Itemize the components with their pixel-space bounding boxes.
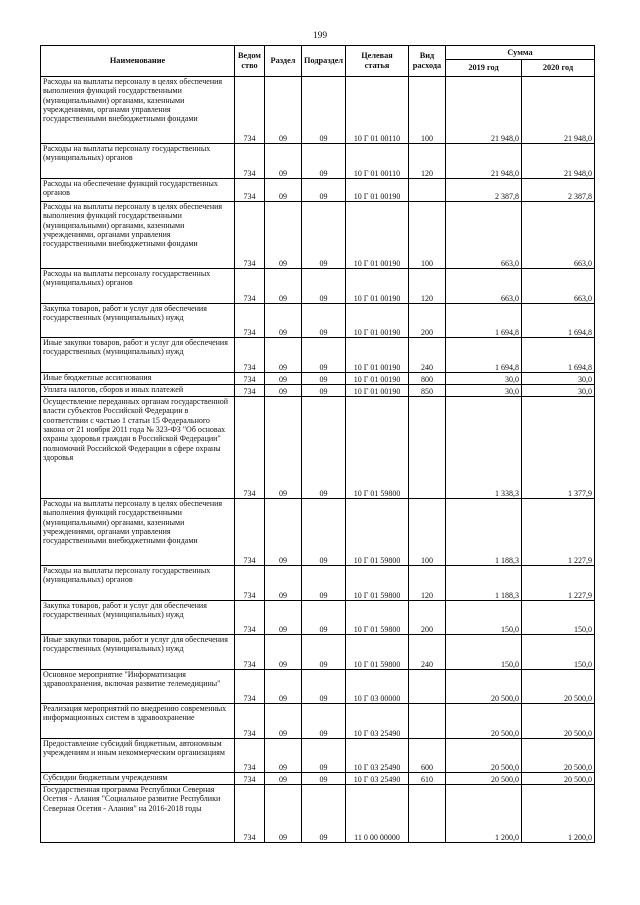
row-vid: 100 [409, 499, 446, 566]
row-name: Предоставление субсидий бюджетным, автономным учреждениям и иным некоммерческим организациям [41, 739, 235, 773]
row-vid: 100 [409, 202, 446, 269]
row-razdel: 09 [265, 635, 302, 670]
row-target-article: 10 Г 03 25490 [346, 773, 409, 785]
row-sum-2020: 150,0 [522, 601, 595, 635]
row-vedomstvo: 734 [235, 785, 265, 843]
row-sum-2019: 663,0 [446, 269, 522, 304]
row-razdel: 09 [265, 179, 302, 202]
table-row [41, 397, 595, 499]
row-podrazdel: 09 [302, 304, 346, 338]
table-row [41, 670, 595, 704]
row-vedomstvo: 734 [235, 77, 265, 144]
row-target-article: 10 Г 01 59800 [346, 566, 409, 601]
row-vedomstvo: 734 [235, 179, 265, 202]
row-target-article: 10 Г 01 00190 [346, 202, 409, 269]
row-sum-2019: 30,0 [446, 373, 522, 385]
row-name: Осуществление переданных органам государственной власти субъектов Российской Федерации в соответствии с частью 1 статьи 15 Федерального закона от 21 ноября 2011 года № 323-ФЗ "Об основах охраны здоровья граждан в Российской Федерации" полномочий Российской Федерации в сфере охраны здоровья [41, 397, 235, 499]
row-sum-2020: 30,0 [522, 385, 595, 397]
row-razdel: 09 [265, 785, 302, 843]
row-sum-2019: 150,0 [446, 635, 522, 670]
row-podrazdel: 09 [302, 785, 346, 843]
row-razdel: 09 [265, 566, 302, 601]
row-sum-2019: 20 500,0 [446, 704, 522, 739]
row-podrazdel: 09 [302, 773, 346, 785]
row-vedomstvo: 734 [235, 704, 265, 739]
row-podrazdel: 09 [302, 179, 346, 202]
row-vedomstvo: 734 [235, 635, 265, 670]
row-target-article: 10 Г 01 00190 [346, 385, 409, 397]
row-razdel: 09 [265, 144, 302, 179]
row-name: Расходы на выплаты персоналу государственных (муниципальных) органов [41, 566, 235, 601]
row-vedomstvo: 734 [235, 202, 265, 269]
row-vid: 600 [409, 739, 446, 773]
row-sum-2019: 20 500,0 [446, 670, 522, 704]
header-year-2019: 2019 год [446, 60, 522, 77]
row-name: Расходы на выплаты персоналу государственных (муниципальных) органов [41, 269, 235, 304]
row-podrazdel: 09 [302, 144, 346, 179]
row-razdel: 09 [265, 304, 302, 338]
row-sum-2020: 1 227,9 [522, 499, 595, 566]
row-target-article: 11 0 00 00000 [346, 785, 409, 843]
row-sum-2019: 21 948,0 [446, 144, 522, 179]
row-sum-2019: 1 694,8 [446, 304, 522, 338]
row-sum-2020: 20 500,0 [522, 670, 595, 704]
row-podrazdel: 09 [302, 397, 346, 499]
row-vedomstvo: 734 [235, 601, 265, 635]
row-podrazdel: 09 [302, 77, 346, 144]
table-row [41, 269, 595, 304]
table-row [41, 635, 595, 670]
row-vid [409, 785, 446, 843]
row-vid [409, 670, 446, 704]
table-row [41, 338, 595, 373]
row-sum-2019: 21 948,0 [446, 77, 522, 144]
row-vid: 120 [409, 144, 446, 179]
row-podrazdel: 09 [302, 739, 346, 773]
header-vedomstvo: Ведом ство [235, 46, 265, 77]
row-sum-2019: 1 338,3 [446, 397, 522, 499]
row-name: Основное мероприятие "Информатизация здравоохранения, включая развитие телемедицины" [41, 670, 235, 704]
header-target: Целевая статья [346, 46, 409, 77]
row-sum-2020: 21 948,0 [522, 144, 595, 179]
table-row [41, 144, 595, 179]
row-razdel: 09 [265, 202, 302, 269]
row-razdel: 09 [265, 773, 302, 785]
row-vid: 120 [409, 269, 446, 304]
table-row [41, 601, 595, 635]
row-target-article: 10 Г 01 00110 [346, 77, 409, 144]
row-sum-2019: 1 694,8 [446, 338, 522, 373]
row-name: Иные бюджетные ассигнования [41, 373, 235, 385]
row-razdel: 09 [265, 373, 302, 385]
row-vid: 200 [409, 601, 446, 635]
row-name: Расходы на обеспечение функций государственных органов [41, 179, 235, 202]
row-sum-2020: 663,0 [522, 202, 595, 269]
row-sum-2020: 663,0 [522, 269, 595, 304]
header-year-2020: 2020 год [522, 60, 595, 77]
row-sum-2019: 150,0 [446, 601, 522, 635]
row-razdel: 09 [265, 670, 302, 704]
row-target-article: 10 Г 03 25490 [346, 739, 409, 773]
row-podrazdel: 09 [302, 202, 346, 269]
row-vedomstvo: 734 [235, 566, 265, 601]
row-sum-2020: 1 694,8 [522, 304, 595, 338]
row-vid [409, 397, 446, 499]
row-podrazdel: 09 [302, 704, 346, 739]
row-podrazdel: 09 [302, 635, 346, 670]
row-target-article: 10 Г 01 00190 [346, 373, 409, 385]
page-number: 199 [312, 31, 328, 41]
row-razdel: 09 [265, 77, 302, 144]
row-vid [409, 704, 446, 739]
row-vid: 240 [409, 635, 446, 670]
row-podrazdel: 09 [302, 566, 346, 601]
table-row [41, 202, 595, 269]
table-row [41, 304, 595, 338]
row-vedomstvo: 734 [235, 338, 265, 373]
row-sum-2019: 1 188,3 [446, 566, 522, 601]
row-sum-2020: 1 200,0 [522, 785, 595, 843]
row-vedomstvo: 734 [235, 304, 265, 338]
row-sum-2020: 1 377,9 [522, 397, 595, 499]
table-row [41, 77, 595, 144]
row-sum-2020: 20 500,0 [522, 704, 595, 739]
row-vedomstvo: 734 [235, 269, 265, 304]
table-row [41, 179, 595, 202]
row-vedomstvo: 734 [235, 773, 265, 785]
row-name: Расходы на выплаты персоналу государственных (муниципальных) органов [41, 144, 235, 179]
row-target-article: 10 Г 01 00190 [346, 179, 409, 202]
table-row [41, 566, 595, 601]
row-target-article: 10 Г 03 00000 [346, 670, 409, 704]
row-name: Закупка товаров, работ и услуг для обеспечения государственных (муниципальных) нужд [41, 601, 235, 635]
row-podrazdel: 09 [302, 670, 346, 704]
row-vid [409, 179, 446, 202]
header-name: Наименование [41, 46, 235, 77]
row-name: Расходы на выплаты персоналу в целях обеспечения выполнения функций государственными (муниципальными) органами, казенными учреждениями, органами управления государственными внебюджетными фондами [41, 499, 235, 566]
table-row [41, 385, 595, 397]
row-razdel: 09 [265, 499, 302, 566]
table-row [41, 373, 595, 385]
row-sum-2019: 663,0 [446, 202, 522, 269]
row-name: Реализация мероприятий по внедрению современных информационных систем в здравоохранение [41, 704, 235, 739]
row-vid: 240 [409, 338, 446, 373]
row-vedomstvo: 734 [235, 144, 265, 179]
row-sum-2019: 20 500,0 [446, 739, 522, 773]
row-target-article: 10 Г 01 00110 [346, 144, 409, 179]
row-vedomstvo: 734 [235, 373, 265, 385]
row-razdel: 09 [265, 338, 302, 373]
row-podrazdel: 09 [302, 499, 346, 566]
row-podrazdel: 09 [302, 385, 346, 397]
row-sum-2020: 20 500,0 [522, 773, 595, 785]
row-sum-2019: 1 200,0 [446, 785, 522, 843]
row-razdel: 09 [265, 704, 302, 739]
row-vid: 100 [409, 77, 446, 144]
row-vedomstvo: 734 [235, 397, 265, 499]
row-vid: 200 [409, 304, 446, 338]
row-sum-2019: 2 387,8 [446, 179, 522, 202]
budget-table [40, 45, 595, 843]
row-name: Иные закупки товаров, работ и услуг для обеспечения государственных (муниципальных) нужд [41, 338, 235, 373]
row-podrazdel: 09 [302, 269, 346, 304]
row-target-article: 10 Г 01 00190 [346, 304, 409, 338]
row-razdel: 09 [265, 601, 302, 635]
header-razdel: Раздел [265, 46, 302, 77]
row-sum-2020: 1 694,8 [522, 338, 595, 373]
table-row [41, 785, 595, 843]
row-vid: 120 [409, 566, 446, 601]
table-row [41, 704, 595, 739]
row-name: Государственная программа Республики Северная Осетия - Алания "Социальное развитие Республики Северная Осетия - Алания" на 2016-2018 годы [41, 785, 235, 843]
row-target-article: 10 Г 01 59800 [346, 499, 409, 566]
row-vedomstvo: 734 [235, 739, 265, 773]
row-vedomstvo: 734 [235, 670, 265, 704]
row-sum-2019: 20 500,0 [446, 773, 522, 785]
row-sum-2019: 1 188,3 [446, 499, 522, 566]
row-razdel: 09 [265, 385, 302, 397]
table-row [41, 499, 595, 566]
row-name: Субсидии бюджетным учреждениям [41, 773, 235, 785]
row-sum-2019: 30,0 [446, 385, 522, 397]
row-target-article: 10 Г 03 25490 [346, 704, 409, 739]
row-target-article: 10 Г 01 00190 [346, 338, 409, 373]
row-podrazdel: 09 [302, 601, 346, 635]
row-vid: 610 [409, 773, 446, 785]
header-podrazdel: Подраздел [302, 46, 346, 77]
row-razdel: 09 [265, 397, 302, 499]
table-body [41, 77, 595, 843]
row-target-article: 10 Г 01 59800 [346, 635, 409, 670]
row-name: Закупка товаров, работ и услуг для обеспечения государственных (муниципальных) нужд [41, 304, 235, 338]
row-razdel: 09 [265, 269, 302, 304]
row-sum-2020: 150,0 [522, 635, 595, 670]
row-podrazdel: 09 [302, 373, 346, 385]
row-name: Расходы на выплаты персоналу в целях обеспечения выполнения функций государственными (муниципальными) органами, казенными учреждениями, органами управления государственными внебюджетными фондами [41, 77, 235, 144]
row-name: Расходы на выплаты персоналу в целях обеспечения выполнения функций государственными (муниципальными) органами, казенными учреждениями, органами управления государственными внебюджетными фондами [41, 202, 235, 269]
header-vid: Вид расхода [409, 46, 446, 77]
row-sum-2020: 30,0 [522, 373, 595, 385]
row-podrazdel: 09 [302, 338, 346, 373]
row-sum-2020: 1 227,9 [522, 566, 595, 601]
row-vid: 800 [409, 373, 446, 385]
table-row [41, 739, 595, 773]
row-target-article: 10 Г 01 59800 [346, 601, 409, 635]
row-vedomstvo: 734 [235, 499, 265, 566]
row-name: Уплата налогов, сборов и иных платежей [41, 385, 235, 397]
header-summa: Сумма [446, 46, 595, 60]
row-sum-2020: 20 500,0 [522, 739, 595, 773]
row-sum-2020: 21 948,0 [522, 77, 595, 144]
row-target-article: 10 Г 01 00190 [346, 269, 409, 304]
row-vedomstvo: 734 [235, 385, 265, 397]
row-target-article: 10 Г 01 59800 [346, 397, 409, 499]
row-sum-2020: 2 387,8 [522, 179, 595, 202]
row-vid: 850 [409, 385, 446, 397]
table-row [41, 773, 595, 785]
row-name: Иные закупки товаров, работ и услуг для обеспечения государственных (муниципальных) нужд [41, 635, 235, 670]
row-razdel: 09 [265, 739, 302, 773]
